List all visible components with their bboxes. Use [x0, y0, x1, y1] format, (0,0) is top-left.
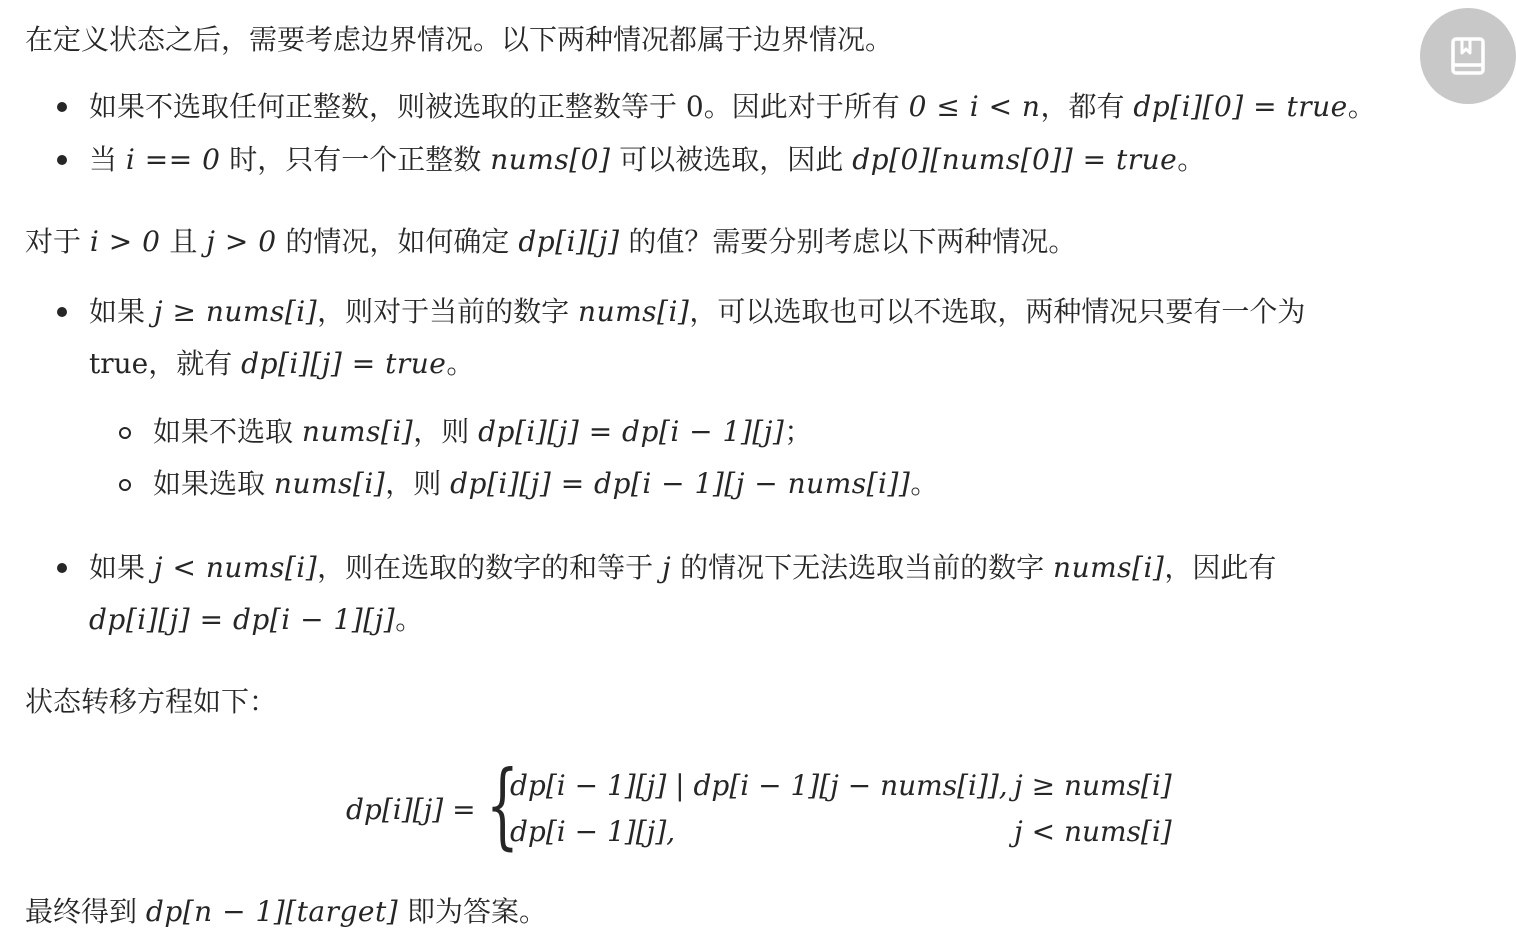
math: true [89, 347, 149, 380]
text: 如果选取 [153, 467, 274, 500]
math: dp[n − 1][target] [145, 895, 399, 928]
text: 。 [910, 467, 939, 500]
text: 如果 [89, 295, 154, 328]
math: j > 0 [206, 225, 277, 258]
math: nums[0] [490, 143, 611, 176]
boundary-item-2 [89, 140, 1205, 180]
equation-case1-cond: j ≥ nums[i] [1014, 769, 1172, 802]
text: 如果不选取 [153, 415, 302, 448]
text: 。 [446, 347, 475, 380]
text: ，则 [385, 467, 451, 500]
text: ，则 [413, 415, 479, 448]
case2-line2 [89, 600, 423, 640]
notes-button[interactable] [1420, 8, 1516, 104]
equation-lhs: dp[i][j] = [346, 793, 476, 826]
math: i > 0 [89, 225, 161, 258]
text: 的情况，如何确定 [276, 225, 519, 258]
math: i == 0 [125, 143, 221, 176]
equation-case1-expr: dp[i − 1][j] | dp[i − 1][j − nums[i]], [510, 769, 1008, 802]
case1-line1 [89, 292, 1305, 332]
text: 。 [1347, 90, 1376, 123]
bullet-marker [57, 102, 67, 112]
math: dp[i][j] = dp[i − 1][j] [478, 415, 785, 448]
sub-bullet-marker [119, 479, 131, 491]
text: 。 [1177, 143, 1206, 176]
math: nums[i] [301, 415, 414, 448]
final-paragraph [25, 892, 547, 932]
math: 0 ≤ i < n [908, 90, 1041, 123]
math: nums[i] [273, 467, 386, 500]
text: 时，只有一个正整数 [220, 143, 491, 176]
bullet-marker [57, 307, 67, 317]
sub-bullet-marker [119, 427, 131, 439]
math: dp[i][j] = dp[i − 1][j] [89, 603, 396, 636]
math: nums[i] [1053, 551, 1165, 584]
text: 如果 [89, 551, 154, 584]
text: 即为答案。 [398, 895, 548, 928]
text: 如果不选取任何正整数，则被选取的正整数等于 [89, 90, 686, 123]
book-icon [1450, 36, 1486, 76]
math: j [662, 551, 672, 584]
math: dp[i][j] = true [241, 347, 447, 380]
text: ，则在选取的数字的和等于 [317, 551, 663, 584]
state-transition-equation [346, 751, 1186, 862]
text: ，就有 [148, 347, 242, 380]
text: ，都有 [1040, 90, 1134, 123]
bullet-marker [57, 563, 67, 573]
question-paragraph [25, 222, 1076, 262]
bullet-marker [57, 155, 67, 165]
intro-text: 在定义状态之后，需要考虑边界情况。以下两种情况都属于边界情况。 [25, 23, 894, 56]
case1-subitem-1 [153, 412, 812, 452]
math: dp[i][0] = true [1133, 90, 1348, 123]
text: 当 [89, 143, 126, 176]
text: ； [784, 415, 813, 448]
text: ，可以选取也可以不选取，两种情况只要有一个为 [689, 295, 1306, 328]
text: 且 [160, 225, 207, 258]
text: 的情况下无法选取当前的数字 [671, 551, 1054, 584]
math: j ≥ nums[i] [153, 295, 318, 328]
boundary-item-1 [89, 87, 1376, 127]
case1-line2 [89, 344, 474, 384]
left-brace: { [486, 751, 519, 860]
math: nums[i] [578, 295, 690, 328]
math: 0 [685, 90, 704, 123]
case2-line1 [89, 548, 1276, 588]
text: 。 [395, 603, 424, 636]
math: dp[i][j] = dp[i − 1][j − nums[i]] [450, 467, 911, 500]
text: 的值？需要分别考虑以下两种情况。 [619, 225, 1077, 258]
equation-case2-cond: j < nums[i] [1014, 815, 1172, 848]
equation-case2-expr: dp[i − 1][j], [510, 815, 676, 848]
intro-paragraph [25, 20, 893, 60]
math: dp[i][j] [518, 225, 620, 258]
text: 最终得到 [25, 895, 146, 928]
math: dp[0][nums[0]] = true [852, 143, 1178, 176]
text: 对于 [25, 225, 90, 258]
text: ，因此有 [1164, 551, 1277, 584]
case1-subitem-2 [153, 464, 938, 504]
transition-heading [25, 682, 277, 722]
transition-heading-text: 状态转移方程如下： [25, 685, 278, 718]
text: 可以被选取，因此 [610, 143, 853, 176]
text: 。因此对于所有 [703, 90, 909, 123]
text: ，则对于当前的数字 [317, 295, 579, 328]
math: j < nums[i] [153, 551, 318, 584]
